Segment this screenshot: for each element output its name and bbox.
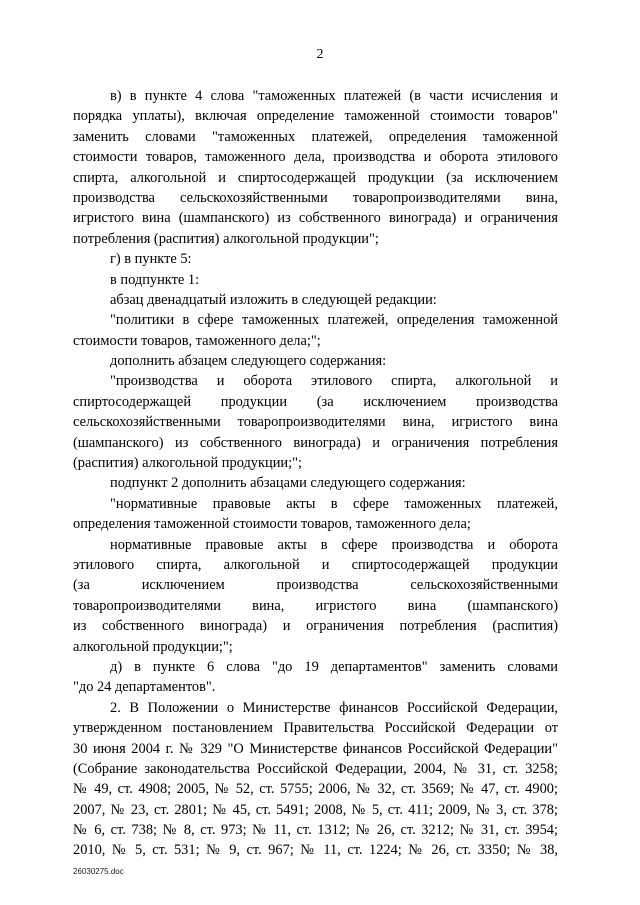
text-line: потребления (распития) алкогольной продукции"; — [73, 230, 379, 247]
footer-filename: 26030275.doc — [73, 867, 124, 876]
text-line: подпункт 2 дополнить абзацами следующего содержания: — [110, 475, 466, 492]
text-line: дополнить абзацем следующего содержания: — [110, 353, 387, 370]
text-line: д) в пункте 6 слова "до 19 департаментов" заменить словами — [110, 658, 558, 675]
text-line: игристого вина (шампанского) из собственного винограда) и ограничения — [73, 210, 558, 227]
text-line: спирта, алкогольной и спиртосодержащей продукции (за исключением — [73, 169, 558, 186]
text-line: из собственного винограда) и ограничения потребления (распития) — [73, 618, 558, 635]
document-body — [73, 86, 558, 861]
text-line: алкогольной продукции;"; — [73, 638, 233, 655]
text-line: товаропроизводителями вина, игристого вина (шампанского) — [73, 597, 558, 614]
text-line: 2. В Положении о Министерстве финансов Российской Федерации, — [110, 699, 558, 716]
text-line: стоимости товаров, таможенного дела;"; — [73, 332, 321, 349]
text-line: в) в пункте 4 слова "таможенных платежей (в части исчисления и — [110, 88, 558, 104]
text-line: "до 24 департаментов". — [73, 679, 216, 696]
text-line: 30 июня 2004 г. № 329 "О Министерстве финансов Российской Федерации" — [73, 740, 558, 757]
text-line: г) в пункте 5: — [110, 251, 192, 268]
text-line: № 6, ст. 738; № 8, ст. 973; № 11, ст. 1312; № 26, ст. 3212; № 31, ст. 3954; — [73, 822, 558, 839]
text-line: 2010, № 5, ст. 531; № 9, ст. 967; № 11, ст. 1224; № 26, ст. 3350; № 38, — [73, 842, 558, 859]
text-line: утвержденном постановлением Правительства Российской Федерации от — [73, 720, 558, 737]
text-line: заменить словами "таможенных платежей, определения таможенной — [73, 128, 558, 145]
text-line: нормативные правовые акты в сфере производства и оборота — [110, 536, 558, 553]
text-line: № 49, ст. 4908; 2005, № 52, ст. 5755; 2006, № 32, ст. 3569; № 47, ст. 4900; — [73, 781, 558, 798]
text-line: в подпункте 1: — [110, 271, 200, 288]
text-line: (шампанского) из собственного винограда) и ограничения потребления — [73, 434, 558, 451]
text-line: "производства и оборота этилового спирта, алкогольной и — [110, 373, 558, 390]
text-line: спиртосодержащей продукции (за исключением производства — [73, 393, 558, 410]
text-line: сельскохозяйственными товаропроизводителями вина, игристого вина — [73, 414, 558, 431]
text-line: определения таможенной стоимости товаров, таможенного дела; — [73, 516, 471, 533]
text-line: абзац двенадцатый изложить в следующей редакции: — [110, 291, 437, 308]
text-line: (за исключением производства сельскохозяйственными — [73, 577, 558, 594]
text-line: производства сельскохозяйственными товаропроизводителями вина, — [73, 189, 558, 206]
text-line: (распития) алкогольной продукции;"; — [73, 455, 302, 472]
text-line: 2007, № 23, ст. 2801; № 45, ст. 5491; 2008, № 5, ст. 411; 2009, № 3, ст. 378; — [73, 801, 558, 818]
text-line: "нормативные правовые акты в сфере таможенных платежей, — [110, 495, 558, 512]
text-line: стоимости товаров, таможенного дела, производства и оборота этилового — [73, 149, 558, 166]
text-line: "политики в сфере таможенных платежей, определения таможенной — [110, 312, 558, 329]
text-line: порядка уплаты), включая определение таможенной стоимости товаров" — [73, 108, 558, 125]
text-line: этилового спирта, алкогольной и спиртосодержащей продукции — [73, 556, 558, 573]
text-line: (Собрание законодательства Российской Федерации, 2004, № 31, ст. 3258; — [73, 760, 558, 777]
page-number: 2 — [316, 47, 324, 62]
